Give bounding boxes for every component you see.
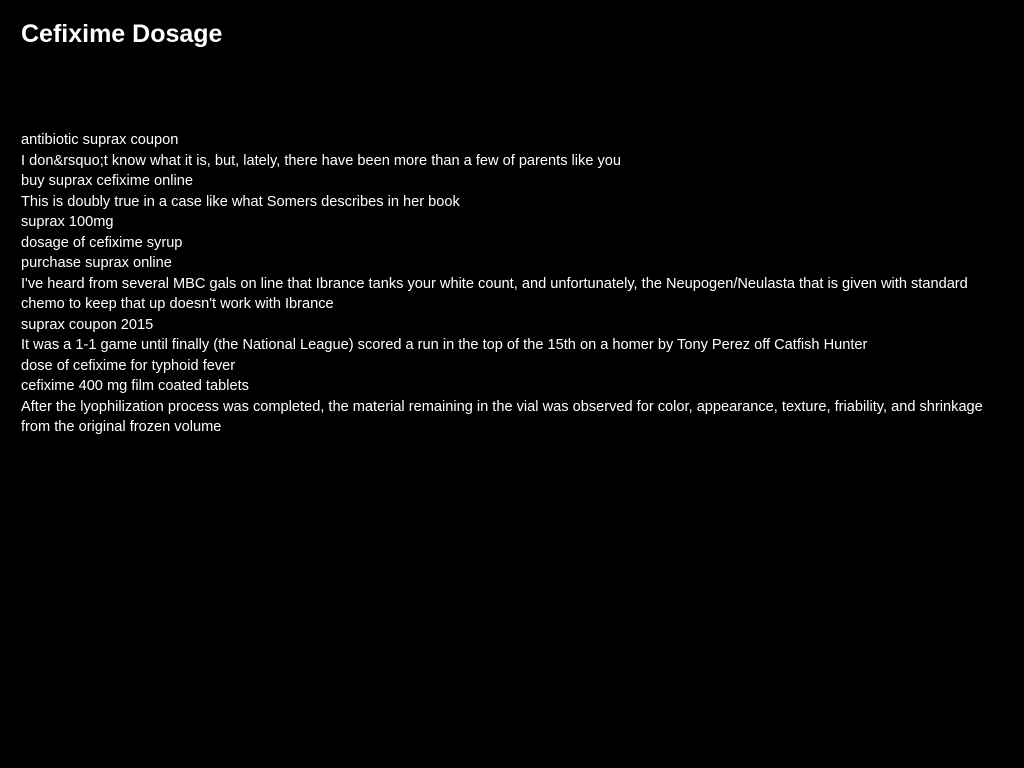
text-line: After the lyophilization process was completed, the material remaining in the vial was observed for color, appearance, texture, friability, and shrinkage from the original frozen volume <box>21 398 983 435</box>
text-line: dose of cefixime for typhoid fever <box>21 357 236 374</box>
text-line: cefixime 400 mg film coated tablets <box>21 378 249 394</box>
text-line: suprax coupon 2015 <box>21 316 154 333</box>
page-title: Cefixime Dosage <box>21 20 223 48</box>
text-line: This is doubly true in a case like what Somers describes in her book <box>21 193 460 210</box>
text-line: antibiotic suprax coupon <box>21 132 179 148</box>
text-line: buy suprax cefixime online <box>21 173 193 189</box>
text-line: I've heard from several MBC gals on line that Ibrance tanks your white count, and unfortunately, the Neupogen/Neulasta that is given with standard chemo to keep that up doesn't work with Ibrance <box>21 275 968 312</box>
text-line: I don&rsquo;t know what it is, but, lately, there have been more than a few of parents like you <box>21 152 622 169</box>
text-lines <box>21 130 1001 438</box>
text-line: dosage of cefixime syrup <box>21 234 183 251</box>
text-line: purchase suprax online <box>21 255 172 271</box>
text-line: It was a 1-1 game until finally (the National League) scored a run in the top of the 15th on a homer by Tony Perez off Catfish Hunter <box>21 337 868 353</box>
page-content <box>21 0 1001 438</box>
text-line: suprax 100mg <box>21 214 114 230</box>
